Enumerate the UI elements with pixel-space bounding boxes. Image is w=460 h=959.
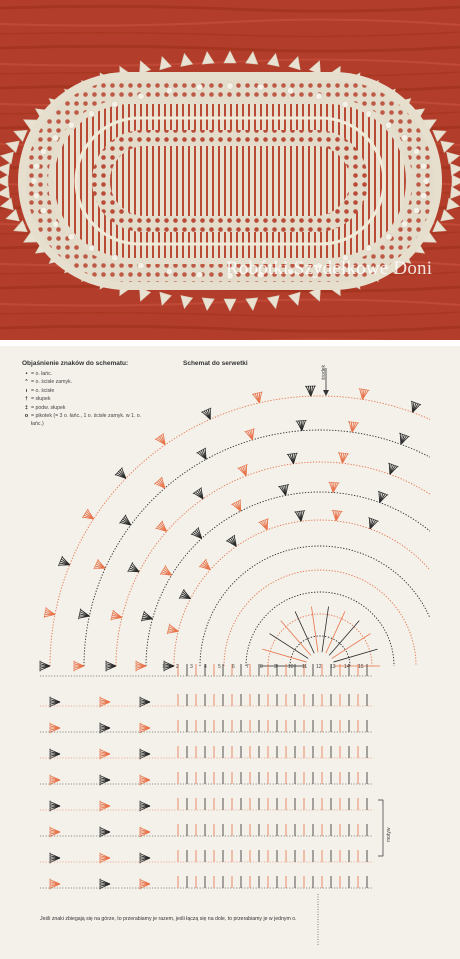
- chart-drawing: [0, 346, 460, 959]
- schema-title: Schemat do serwetki: [183, 360, 248, 367]
- double-crochet-icon: †: [25, 396, 28, 403]
- row-number: 9: [274, 664, 277, 670]
- chain-icon: •: [25, 371, 28, 377]
- legend-title: Objaśnienie znaków do schematu:: [22, 360, 129, 367]
- crochet-chart: [0, 346, 460, 959]
- treble-crochet-icon: ‡: [25, 404, 28, 411]
- motif-bracket: [378, 800, 383, 856]
- picot-icon: o: [24, 413, 29, 420]
- legend-item: • = o. łańc.: [22, 370, 151, 378]
- legend-item: ⌃ = o. ścisłe zamyk.: [22, 378, 151, 386]
- doily-illustration: [0, 0, 460, 340]
- chart-note: Jeśli znaki zbiegają się na górze, to przerabiamy je razem, jeśli łączą się na dole, to przerabiamy je w jednym o.: [40, 916, 297, 922]
- legend-item: † = słupek: [22, 395, 151, 403]
- row-number: 2: [176, 664, 179, 670]
- doily-photo: [0, 0, 460, 340]
- row-number: 10: [288, 664, 294, 670]
- row-number: 11: [302, 664, 308, 670]
- row-number: 5: [218, 664, 221, 670]
- row-number: 13: [330, 664, 336, 670]
- row-number: 3: [190, 664, 193, 670]
- row-number: 8: [260, 664, 263, 670]
- motif-label: motyw: [386, 827, 392, 842]
- row-number: 12: [316, 664, 322, 670]
- legend-item: ı = o. ścisłe: [22, 387, 151, 395]
- row-number: 6: [232, 664, 235, 670]
- row-number: 15: [358, 664, 364, 670]
- row-number: 4: [204, 664, 207, 670]
- slip-stitch-icon: ⌃: [24, 379, 29, 386]
- row-number: 7: [246, 664, 249, 670]
- legend-item: o = pikotek (= 3 o. łańc., 1 o. ścisłe zamyk. w 1. o. łańc.): [22, 412, 151, 429]
- watermark-text: Robótki Szydełkowe Doni: [226, 258, 433, 279]
- single-crochet-icon: ı: [25, 387, 28, 394]
- legend: [22, 370, 151, 429]
- legend-item: ‡ = podw. słupek: [22, 404, 151, 412]
- row-number: 14: [344, 664, 350, 670]
- start-label: środek: [321, 364, 327, 380]
- row-number: 1: [162, 664, 165, 670]
